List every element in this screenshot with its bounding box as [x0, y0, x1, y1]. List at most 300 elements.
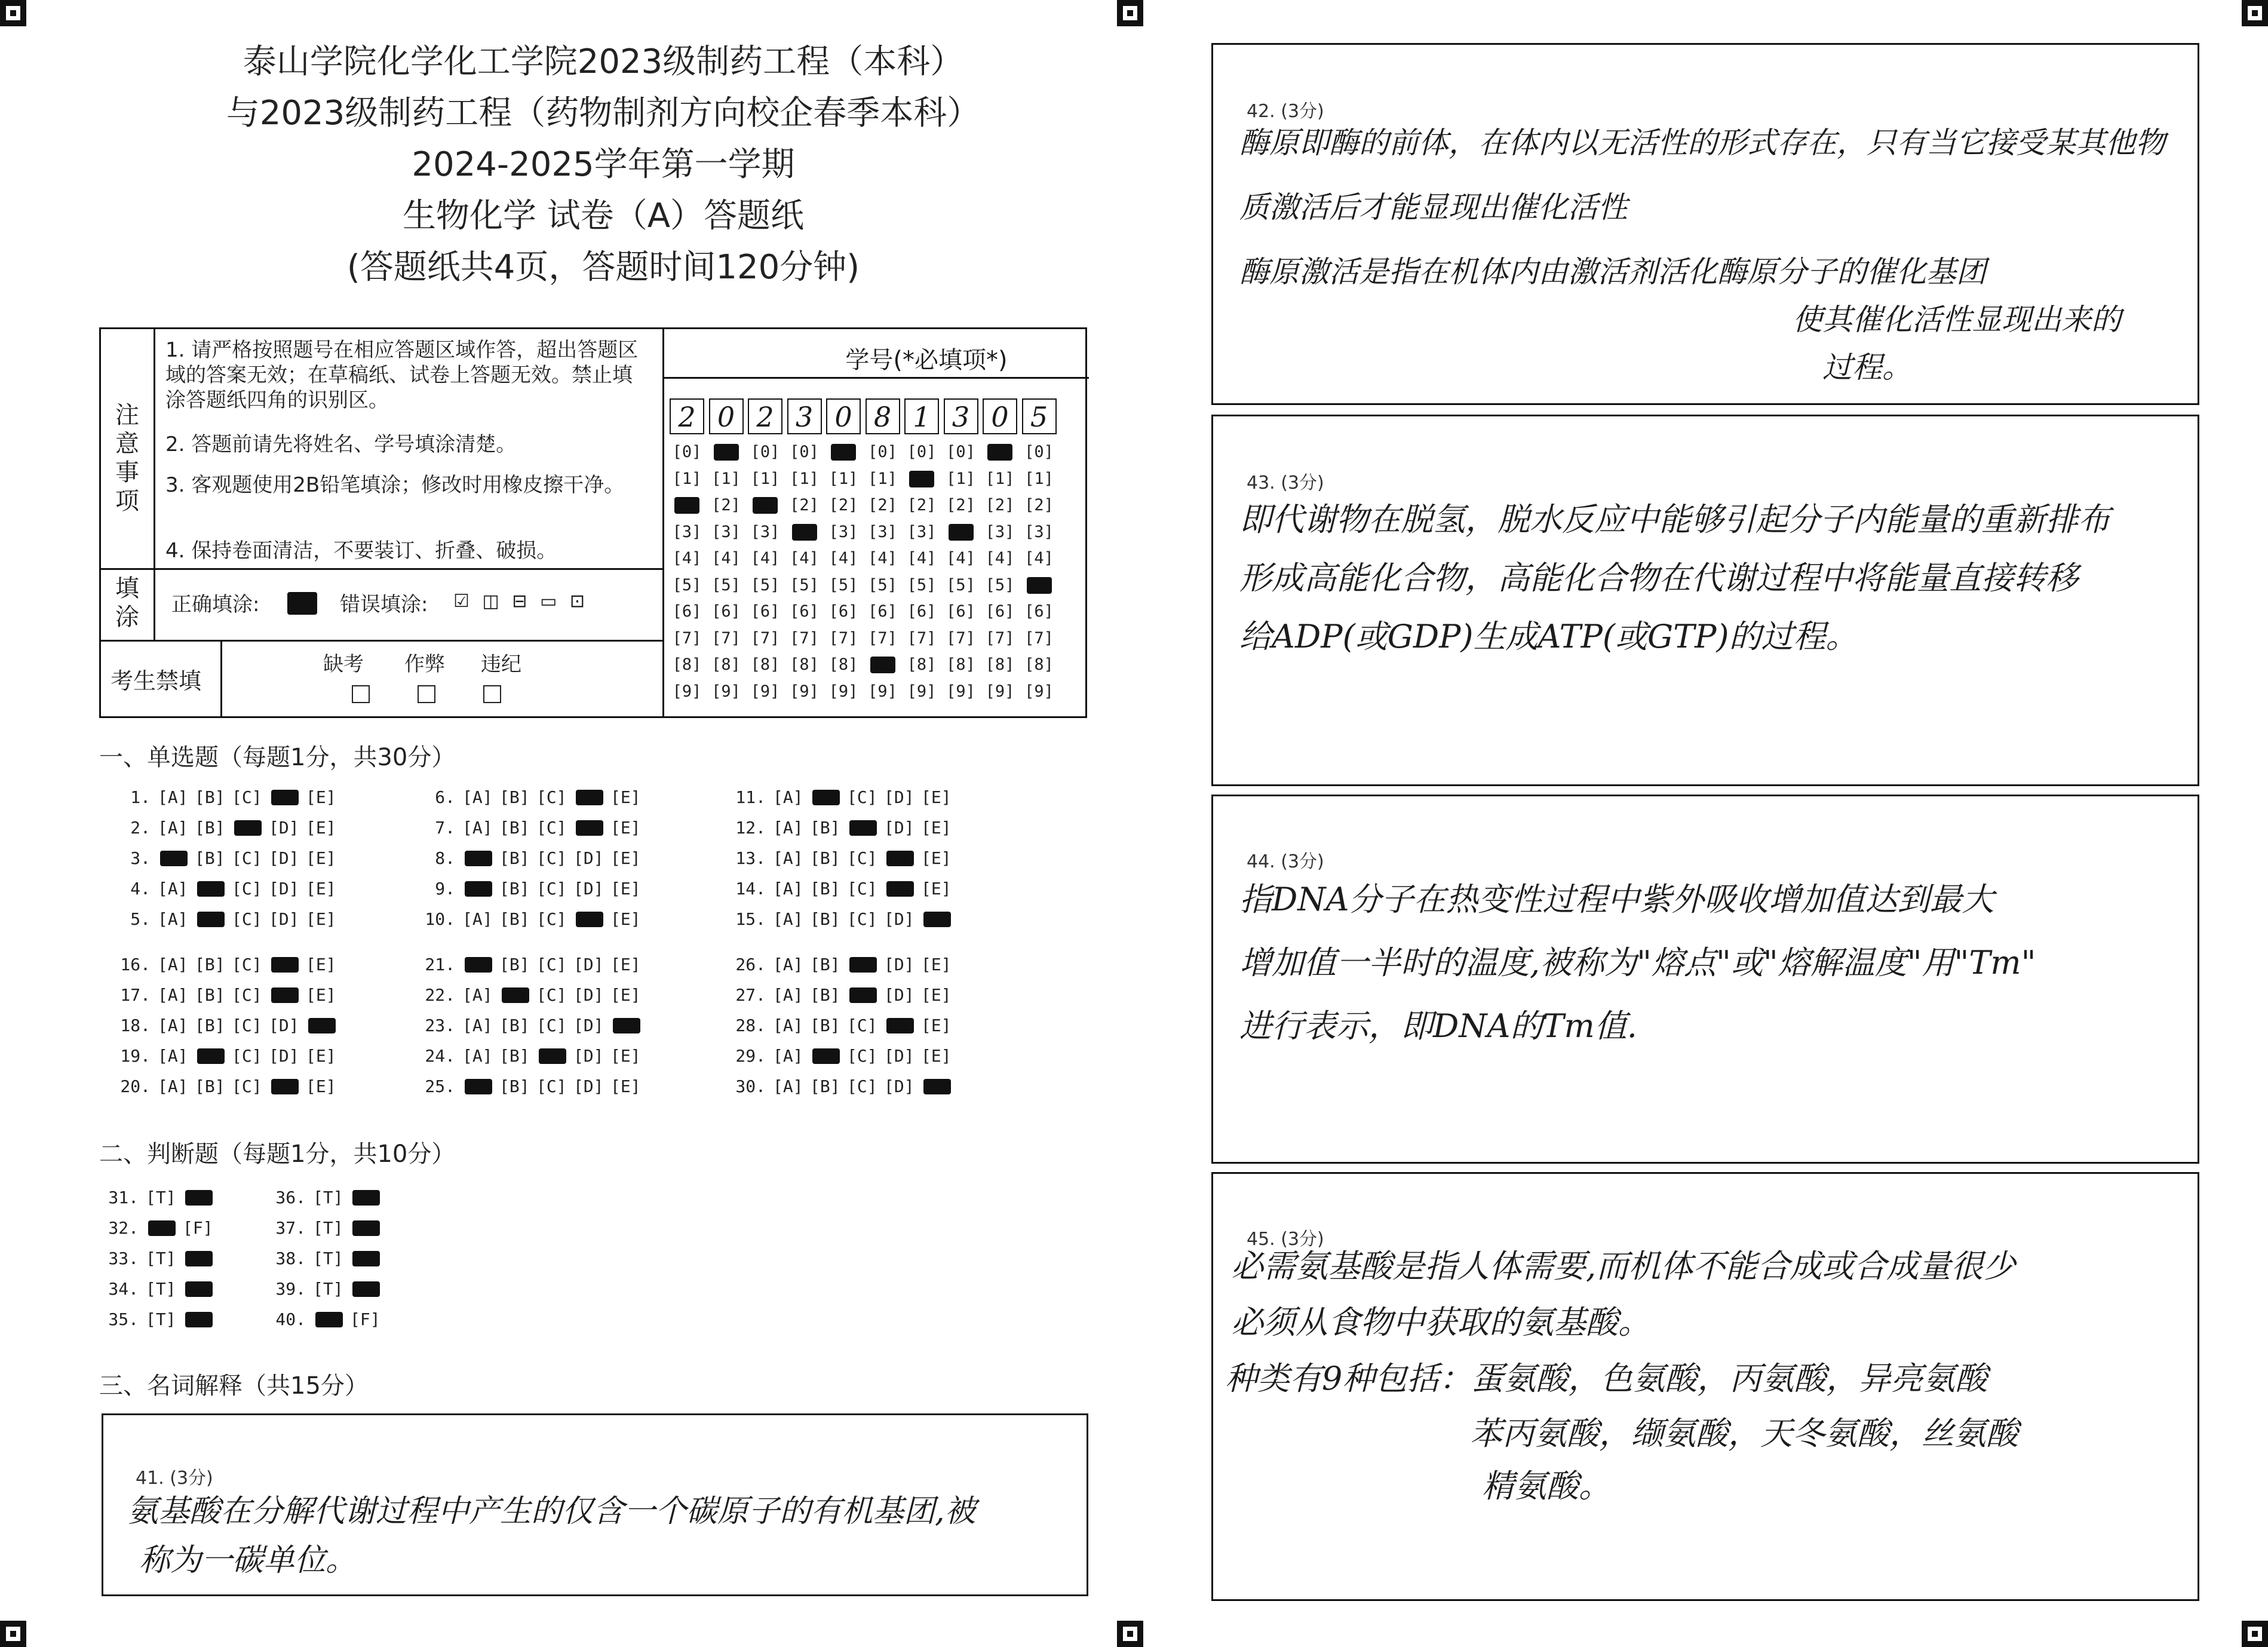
single-choice-bubble-filled[interactable]: [160, 851, 188, 866]
student-id-bubble[interactable]: [7]: [1024, 628, 1054, 648]
single-choice-bubble[interactable]: [A]: [773, 1016, 803, 1035]
student-id-bubble[interactable]: [6]: [711, 602, 741, 621]
single-choice-bubble-filled[interactable]: [271, 987, 299, 1003]
single-choice-bubble[interactable]: [B]: [195, 848, 225, 868]
student-id-bubble[interactable]: [0]: [946, 443, 975, 461]
student-id-bubble[interactable]: [2]: [828, 496, 858, 514]
single-choice-bubble[interactable]: [B]: [499, 818, 530, 838]
section-judge: 二、判断题（每题1分，共10分）: [99, 1140, 456, 1168]
student-id-bubble[interactable]: [9]: [946, 682, 975, 701]
single-choice-bubble[interactable]: [E]: [610, 909, 641, 929]
answer-41-line1: 氨基酸在分解代谢过程中产生的仅含一个碳原子的有机基团,被: [127, 1493, 976, 1529]
single-choice-bubble[interactable]: [A]: [158, 1076, 188, 1096]
student-id-bubble[interactable]: [0]: [790, 443, 819, 461]
single-choice-bubble[interactable]: [A]: [462, 1046, 493, 1066]
student-id-bubble[interactable]: [8]: [985, 655, 1015, 674]
student-id-bubble[interactable]: [4]: [907, 549, 937, 568]
student-id-bubble[interactable]: [6]: [907, 602, 937, 621]
single-choice-bubble[interactable]: [E]: [921, 818, 952, 838]
student-id-bubble[interactable]: [3]: [711, 522, 741, 541]
single-choice-bubble[interactable]: [D]: [884, 909, 914, 929]
single-choice-bubble-filled[interactable]: [886, 1018, 914, 1033]
student-id-bubble[interactable]: [6]: [868, 602, 897, 621]
single-choice-bubble[interactable]: [B]: [499, 909, 530, 929]
single-choice-bubble[interactable]: [D]: [884, 955, 914, 974]
student-id-bubble[interactable]: [9]: [672, 682, 702, 701]
single-choice-bubble[interactable]: [A]: [773, 818, 803, 838]
single-choice-bubble[interactable]: [C]: [536, 1076, 567, 1096]
single-choice-bubble[interactable]: [B]: [810, 909, 840, 929]
student-id-bubble[interactable]: [0]: [750, 443, 780, 461]
single-choice-bubble[interactable]: [A]: [773, 1076, 803, 1096]
question-label-42: 42. (3分): [1247, 101, 1324, 122]
single-choice-bubble[interactable]: [B]: [810, 818, 840, 838]
student-id-bubble[interactable]: [2]: [946, 496, 975, 514]
single-choice-bubble[interactable]: [C]: [536, 1016, 567, 1035]
student-id-bubble[interactable]: [6]: [790, 602, 819, 621]
student-id-bubble[interactable]: [5]: [672, 575, 702, 594]
single-choice-bubble[interactable]: [B]: [810, 1016, 840, 1035]
single-choice-number: 30.: [735, 1076, 766, 1096]
single-choice-bubble[interactable]: [A]: [158, 1046, 188, 1066]
student-id-bubble[interactable]: [2]: [868, 496, 897, 514]
student-id-bubble-filled[interactable]: [949, 524, 974, 541]
single-choice-bubble[interactable]: [C]: [232, 1046, 262, 1066]
single-choice-bubble[interactable]: [C]: [536, 848, 567, 868]
single-choice-bubble[interactable]: [B]: [499, 1076, 530, 1096]
single-choice-bubble[interactable]: [D]: [573, 1016, 604, 1035]
student-id-bubble[interactable]: [7]: [985, 628, 1015, 648]
student-id-bubble-filled[interactable]: [909, 471, 934, 487]
single-choice-bubble[interactable]: [B]: [499, 787, 530, 807]
single-choice-bubble-filled[interactable]: [886, 851, 914, 866]
single-choice-bubble[interactable]: [E]: [610, 985, 641, 1005]
student-id-bubble[interactable]: [0]: [1024, 443, 1054, 461]
single-choice-bubble[interactable]: [D]: [884, 985, 914, 1005]
student-id-bubble[interactable]: [7]: [672, 628, 702, 648]
single-choice-bubble[interactable]: [A]: [462, 1016, 493, 1035]
absent-checkbox[interactable]: [352, 685, 370, 703]
single-choice-number: 17.: [120, 985, 151, 1005]
single-choice-bubble[interactable]: [D]: [573, 955, 604, 974]
single-choice-bubble-filled[interactable]: [502, 987, 529, 1003]
student-id-bubble[interactable]: [2]: [1024, 496, 1054, 514]
student-id-bubble[interactable]: [3]: [985, 522, 1015, 541]
student-id-bubble[interactable]: [7]: [907, 628, 937, 648]
single-choice-bubble[interactable]: [D]: [269, 909, 299, 929]
single-choice-bubble[interactable]: [D]: [573, 1076, 604, 1096]
student-id-bubble[interactable]: [1]: [672, 469, 702, 488]
single-choice-bubble[interactable]: [E]: [306, 909, 336, 929]
student-id-bubble[interactable]: [9]: [907, 682, 937, 701]
answer-box-45[interactable]: [1211, 1172, 2199, 1601]
judge-bubble[interactable]: [T]: [313, 1218, 343, 1238]
student-id-bubble[interactable]: [4]: [1024, 549, 1054, 568]
single-choice-bubble[interactable]: [D]: [573, 985, 604, 1005]
student-id-bubble[interactable]: [1]: [750, 469, 780, 488]
single-choice-bubble[interactable]: [C]: [536, 818, 567, 838]
student-id-bubble-filled[interactable]: [987, 444, 1012, 461]
judge-bubble[interactable]: [T]: [146, 1188, 176, 1207]
single-choice-bubble[interactable]: [D]: [573, 879, 604, 898]
judge-bubble[interactable]: [T]: [146, 1279, 176, 1299]
student-id-bubble[interactable]: [6]: [828, 602, 858, 621]
single-choice-bubble[interactable]: [A]: [773, 955, 803, 974]
student-id-bubble[interactable]: [2]: [985, 496, 1015, 514]
judge-bubble[interactable]: [T]: [313, 1279, 343, 1299]
student-id-bubble[interactable]: [9]: [828, 682, 858, 701]
single-choice-bubble[interactable]: [C]: [232, 955, 262, 974]
student-id-bubble[interactable]: [4]: [868, 549, 897, 568]
single-choice-bubble[interactable]: [E]: [306, 879, 336, 898]
student-id-bubble[interactable]: [0]: [907, 443, 937, 461]
single-choice-bubble[interactable]: [C]: [232, 848, 262, 868]
student-id-bubble-filled[interactable]: [831, 444, 856, 461]
judge-bubble[interactable]: [T]: [146, 1309, 176, 1329]
student-id-bubble[interactable]: [1]: [711, 469, 741, 488]
judge-number: 38.: [275, 1249, 306, 1268]
judge-bubble[interactable]: [F]: [183, 1218, 213, 1238]
answer-41-line2: 称为一碳单位。: [139, 1542, 357, 1578]
single-choice-bubble[interactable]: [B]: [499, 1016, 530, 1035]
single-choice-bubble[interactable]: [C]: [536, 787, 567, 807]
single-choice-bubble[interactable]: [D]: [884, 818, 914, 838]
single-choice-number: 24.: [425, 1046, 455, 1066]
single-choice-bubble-filled[interactable]: [465, 851, 492, 866]
judge-bubble-filled[interactable]: [185, 1281, 213, 1297]
single-choice-bubble[interactable]: [A]: [773, 909, 803, 929]
single-choice-bubble[interactable]: [B]: [195, 818, 225, 838]
student-id-bubble[interactable]: [4]: [672, 549, 702, 568]
student-id-bubble-filled[interactable]: [674, 497, 699, 514]
info-table: [99, 327, 1087, 718]
judge-bubble-filled[interactable]: [352, 1281, 380, 1297]
single-choice-bubble-filled[interactable]: [539, 1048, 566, 1064]
answer-box-41[interactable]: [102, 1413, 1088, 1596]
single-choice-bubble[interactable]: [D]: [573, 848, 604, 868]
single-choice-bubble-filled[interactable]: [576, 820, 603, 836]
judge-bubble-filled[interactable]: [315, 1312, 343, 1327]
student-id-bubble[interactable]: [7]: [946, 628, 975, 648]
judge-bubble[interactable]: [T]: [313, 1249, 343, 1268]
single-choice-bubble[interactable]: [B]: [195, 985, 225, 1005]
student-id-bubble[interactable]: [7]: [828, 628, 858, 648]
single-choice-bubble[interactable]: [E]: [610, 1076, 641, 1096]
single-choice-bubble[interactable]: [D]: [884, 787, 914, 807]
single-choice-bubble[interactable]: [D]: [269, 818, 299, 838]
single-choice-bubble[interactable]: [C]: [536, 879, 567, 898]
student-id-bubble[interactable]: [9]: [711, 682, 741, 701]
single-choice-bubble-filled[interactable]: [576, 912, 603, 927]
student-id-bubble[interactable]: [8]: [907, 655, 937, 674]
single-choice-bubble[interactable]: [E]: [306, 1076, 336, 1096]
single-choice-bubble-filled[interactable]: [849, 820, 877, 836]
single-choice-bubble[interactable]: [D]: [269, 879, 299, 898]
student-id-bubble[interactable]: [9]: [750, 682, 780, 701]
single-choice-bubble[interactable]: [D]: [269, 848, 299, 868]
single-choice-bubble[interactable]: [D]: [269, 1016, 299, 1035]
judge-bubble[interactable]: [T]: [146, 1249, 176, 1268]
single-choice-bubble[interactable]: [A]: [462, 787, 493, 807]
answer-43-line3: 给ADP(或GDP)生成ATP(或GTP)的过程。: [1239, 618, 1858, 655]
single-choice-bubble-filled[interactable]: [812, 1048, 840, 1064]
judge-bubble[interactable]: [F]: [350, 1309, 380, 1329]
single-choice-bubble[interactable]: [E]: [610, 1046, 641, 1066]
single-choice-bubble-filled[interactable]: [576, 790, 603, 805]
answer-box-43[interactable]: [1211, 415, 2199, 786]
student-id-bubble[interactable]: [3]: [1024, 522, 1054, 541]
single-choice-bubble-filled[interactable]: [197, 881, 225, 897]
single-choice-bubble[interactable]: [A]: [158, 1016, 188, 1035]
student-id-bubble[interactable]: [5]: [750, 575, 780, 594]
single-choice-bubble[interactable]: [E]: [921, 848, 952, 868]
single-choice-bubble[interactable]: [B]: [499, 879, 530, 898]
single-choice-bubble[interactable]: [A]: [773, 985, 803, 1005]
student-id-bubble[interactable]: [8]: [750, 655, 780, 674]
single-choice-bubble-filled[interactable]: [271, 1079, 299, 1094]
student-id-bubble[interactable]: [6]: [946, 602, 975, 621]
note-1: 1. 请严格按照题号在相应答题区域作答，超出答题区域的答案无效；在草稿纸、试卷上答题无效。禁止填涂答题纸四角的识别区。: [165, 338, 639, 412]
student-id-bubble[interactable]: [5]: [790, 575, 819, 594]
single-choice-bubble[interactable]: [B]: [810, 1076, 840, 1096]
single-choice-bubble[interactable]: [E]: [921, 985, 952, 1005]
single-choice-bubble-filled[interactable]: [234, 820, 262, 836]
single-choice-bubble[interactable]: [A]: [462, 909, 493, 929]
single-choice-bubble[interactable]: [D]: [573, 1046, 604, 1066]
student-id-bubble[interactable]: [5]: [946, 575, 975, 594]
exam-title-line4: 生物化学 试卷（A）答题纸: [402, 197, 805, 235]
single-choice-bubble[interactable]: [E]: [306, 848, 336, 868]
single-choice-bubble[interactable]: [B]: [195, 955, 225, 974]
cheat-checkbox[interactable]: [418, 685, 435, 703]
single-choice-bubble[interactable]: [C]: [847, 1046, 877, 1066]
judge-bubble-filled[interactable]: [148, 1220, 176, 1236]
student-id-bubble[interactable]: [5]: [711, 575, 741, 594]
answer-box-42[interactable]: [1211, 43, 2199, 405]
student-id-bubble[interactable]: [9]: [985, 682, 1015, 701]
student-id-bubble[interactable]: [4]: [946, 549, 975, 568]
student-id-bubble[interactable]: [7]: [750, 628, 780, 648]
single-choice-bubble[interactable]: [E]: [306, 1046, 336, 1066]
student-id-bubble[interactable]: [0]: [672, 443, 702, 461]
single-choice-bubble[interactable]: [C]: [232, 1076, 262, 1096]
student-id-digit: 3: [944, 398, 978, 434]
single-choice-bubble[interactable]: [B]: [499, 1046, 530, 1066]
single-choice-bubble[interactable]: [E]: [610, 879, 641, 898]
student-id-bubble[interactable]: [3]: [750, 522, 780, 541]
single-choice-bubble[interactable]: [C]: [847, 1016, 877, 1035]
single-choice-bubble[interactable]: [E]: [306, 818, 336, 838]
single-choice-bubble[interactable]: [A]: [158, 909, 188, 929]
student-id-bubble[interactable]: [8]: [672, 655, 702, 674]
single-choice-bubble-filled[interactable]: [308, 1018, 336, 1033]
single-choice-bubble[interactable]: [C]: [847, 787, 877, 807]
single-choice-bubble[interactable]: [B]: [810, 955, 840, 974]
student-id-bubble-filled[interactable]: [792, 524, 817, 541]
single-choice-bubble[interactable]: [C]: [536, 985, 567, 1005]
single-choice-bubble-filled[interactable]: [886, 881, 914, 897]
single-choice-bubble[interactable]: [D]: [884, 1076, 914, 1096]
single-choice-bubble[interactable]: [A]: [158, 879, 188, 898]
student-id-bubble[interactable]: [2]: [790, 496, 819, 514]
single-choice-bubble-filled[interactable]: [812, 790, 840, 805]
single-choice-bubble-filled[interactable]: [465, 957, 492, 973]
single-choice-bubble[interactable]: [C]: [536, 909, 567, 929]
single-choice-bubble[interactable]: [E]: [921, 955, 952, 974]
student-id-bubble[interactable]: [5]: [907, 575, 937, 594]
single-choice-bubble-filled[interactable]: [465, 1079, 492, 1094]
student-id-bubble[interactable]: [3]: [907, 522, 937, 541]
student-id-bubble[interactable]: [7]: [790, 628, 819, 648]
note-3: 3. 客观题使用2B铅笔填涂；修改时用橡皮擦干净。: [165, 473, 625, 497]
question-label-43: 43. (3分): [1247, 473, 1324, 493]
single-choice-bubble[interactable]: [A]: [773, 787, 803, 807]
student-id-bubble-filled[interactable]: [1027, 577, 1052, 594]
corner-marker-top-center: [1117, 0, 1143, 26]
single-choice-bubble-filled[interactable]: [465, 881, 492, 897]
student-id-bubble[interactable]: [7]: [711, 628, 741, 648]
student-id-bubble[interactable]: [9]: [790, 682, 819, 701]
student-id-bubble[interactable]: [2]: [711, 496, 741, 514]
single-choice-number: 1.: [130, 787, 151, 807]
student-id-bubble[interactable]: [8]: [946, 655, 975, 674]
violation-checkbox[interactable]: [483, 685, 501, 703]
single-choice-bubble[interactable]: [A]: [773, 1046, 803, 1066]
student-id-digit: 3: [787, 398, 822, 434]
student-id-bubble[interactable]: [4]: [750, 549, 780, 568]
single-choice-bubble[interactable]: [E]: [610, 955, 641, 974]
single-choice-bubble[interactable]: [B]: [195, 1016, 225, 1035]
single-choice-bubble[interactable]: [C]: [847, 879, 877, 898]
student-id-bubble[interactable]: [5]: [828, 575, 858, 594]
judge-bubble-filled[interactable]: [185, 1251, 213, 1266]
single-choice-bubble[interactable]: [C]: [847, 848, 877, 868]
single-choice-bubble[interactable]: [E]: [306, 985, 336, 1005]
single-choice-bubble-filled[interactable]: [197, 912, 225, 927]
single-choice-bubble[interactable]: [C]: [232, 1016, 262, 1035]
student-id-bubble[interactable]: [8]: [828, 655, 858, 674]
student-id-bubble[interactable]: [4]: [828, 549, 858, 568]
single-choice-bubble[interactable]: [E]: [921, 879, 952, 898]
single-choice-bubble[interactable]: [E]: [610, 787, 641, 807]
single-choice-bubble[interactable]: [E]: [306, 787, 336, 807]
single-choice-bubble[interactable]: [B]: [195, 787, 225, 807]
violation-label: 违纪: [481, 652, 521, 676]
single-choice-bubble[interactable]: [E]: [610, 818, 641, 838]
student-id-bubble[interactable]: [6]: [750, 602, 780, 621]
single-choice-bubble[interactable]: [C]: [232, 879, 262, 898]
single-choice-bubble[interactable]: [A]: [158, 787, 188, 807]
single-choice-bubble[interactable]: [D]: [884, 1046, 914, 1066]
student-id-bubble[interactable]: [1]: [985, 469, 1015, 488]
student-id-bubble-filled[interactable]: [714, 444, 739, 461]
student-id-bubble[interactable]: [0]: [868, 443, 897, 461]
student-id-bubble[interactable]: [4]: [985, 549, 1015, 568]
single-choice-bubble-filled[interactable]: [271, 957, 299, 973]
student-id-bubble[interactable]: [3]: [868, 522, 897, 541]
student-id-bubble-filled[interactable]: [870, 657, 895, 673]
student-id-bubble[interactable]: [4]: [790, 549, 819, 568]
student-id-bubble-filled[interactable]: [753, 497, 778, 514]
single-choice-bubble-filled[interactable]: [849, 957, 877, 973]
student-id-bubble[interactable]: [1]: [828, 469, 858, 488]
single-choice-bubble[interactable]: [A]: [462, 818, 493, 838]
single-choice-bubble[interactable]: [E]: [610, 848, 641, 868]
single-choice-bubble[interactable]: [B]: [810, 848, 840, 868]
student-id-bubble[interactable]: [1]: [790, 469, 819, 488]
student-id-bubble[interactable]: [8]: [711, 655, 741, 674]
student-id-bubble[interactable]: [4]: [711, 549, 741, 568]
student-id-bubble[interactable]: [1]: [868, 469, 897, 488]
single-choice-bubble-filled[interactable]: [923, 1079, 951, 1094]
student-id-bubble[interactable]: [5]: [985, 575, 1015, 594]
single-choice-bubble-filled[interactable]: [271, 790, 299, 805]
single-choice-bubble[interactable]: [A]: [158, 818, 188, 838]
student-id-bubble[interactable]: [1]: [1024, 469, 1054, 488]
judge-bubble-filled[interactable]: [352, 1220, 380, 1236]
student-id-bubble[interactable]: [6]: [1024, 602, 1054, 621]
single-choice-bubble-filled[interactable]: [923, 912, 951, 927]
student-id-bubble[interactable]: [9]: [868, 682, 897, 701]
single-choice-bubble[interactable]: [B]: [499, 848, 530, 868]
single-choice-bubble[interactable]: [C]: [847, 1076, 877, 1096]
student-id-bubble[interactable]: [3]: [828, 522, 858, 541]
single-choice-bubble[interactable]: [C]: [232, 787, 262, 807]
judge-bubble-filled[interactable]: [185, 1190, 213, 1206]
single-choice-bubble[interactable]: [D]: [269, 1046, 299, 1066]
judge-bubble-filled[interactable]: [352, 1190, 380, 1206]
student-id-bubble[interactable]: [7]: [868, 628, 897, 648]
single-choice-bubble[interactable]: [B]: [195, 1076, 225, 1096]
single-choice-number: 2.: [130, 818, 151, 838]
single-choice-bubble[interactable]: [E]: [921, 1046, 952, 1066]
single-choice-bubble[interactable]: [A]: [158, 955, 188, 974]
single-choice-bubble[interactable]: [C]: [536, 955, 567, 974]
judge-bubble[interactable]: [T]: [313, 1188, 343, 1207]
single-choice-bubble[interactable]: [B]: [810, 985, 840, 1005]
student-id-bubble[interactable]: [6]: [672, 602, 702, 621]
single-choice-bubble-filled[interactable]: [613, 1018, 640, 1033]
single-choice-bubble[interactable]: [A]: [462, 985, 493, 1005]
single-choice-bubble[interactable]: [C]: [847, 909, 877, 929]
student-id-bubble[interactable]: [9]: [1024, 682, 1054, 701]
single-choice-bubble[interactable]: [E]: [921, 787, 952, 807]
student-id-digit: 0: [826, 398, 861, 434]
single-choice-bubble[interactable]: [B]: [499, 955, 530, 974]
answer-box-44[interactable]: [1211, 795, 2199, 1164]
student-id-bubble[interactable]: [1]: [946, 469, 975, 488]
single-choice-bubble[interactable]: [C]: [232, 985, 262, 1005]
student-id-bubble[interactable]: [3]: [672, 522, 702, 541]
single-choice-bubble[interactable]: [A]: [773, 879, 803, 898]
single-choice-bubble[interactable]: [E]: [921, 1016, 952, 1035]
student-id-bubble[interactable]: [2]: [907, 496, 937, 514]
judge-bubble-filled[interactable]: [185, 1312, 213, 1327]
single-choice-bubble[interactable]: [B]: [810, 879, 840, 898]
student-id-bubble[interactable]: [6]: [985, 602, 1015, 621]
single-choice-bubble-filled[interactable]: [849, 987, 877, 1003]
student-id-bubble[interactable]: [8]: [1024, 655, 1054, 674]
single-choice-bubble[interactable]: [C]: [232, 909, 262, 929]
student-id-bubble[interactable]: [8]: [790, 655, 819, 674]
single-choice-bubble[interactable]: [E]: [306, 955, 336, 974]
single-choice-bubble-filled[interactable]: [197, 1048, 225, 1064]
judge-bubble-filled[interactable]: [352, 1251, 380, 1266]
student-id-bubble[interactable]: [5]: [868, 575, 897, 594]
single-choice-bubble[interactable]: [A]: [773, 848, 803, 868]
corner-marker-top-left: [0, 0, 26, 26]
single-choice-bubble[interactable]: [A]: [158, 985, 188, 1005]
